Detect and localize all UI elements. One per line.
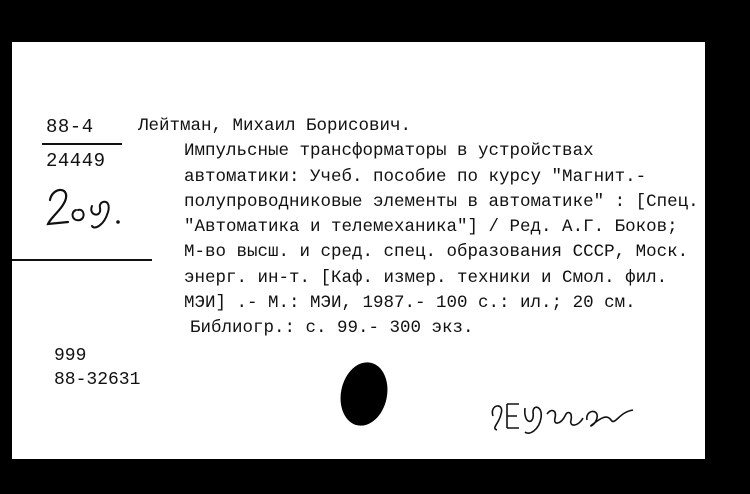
bibliographic-entry bbox=[138, 114, 698, 342]
code-2: 88-32631 bbox=[54, 370, 141, 390]
signature bbox=[487, 394, 637, 438]
author-heading: Лейтман, Михаил Борисович. bbox=[138, 116, 412, 136]
handwritten-mark bbox=[42, 182, 132, 232]
catalog-card bbox=[12, 42, 705, 459]
bibliography-note: Библиогр.: с. 99.- 300 экз. bbox=[190, 318, 474, 339]
inventory-number: 24449 bbox=[46, 150, 106, 172]
card-codes bbox=[54, 344, 140, 392]
shelf-mark-divider bbox=[42, 143, 122, 145]
card-rule-line bbox=[12, 259, 152, 261]
description-body: Импульсные трансформаторы в устройствах автоматики: Учеб. пособие по курсу "Магнит.-полупроводниковые элементы в автоматике" : [Спец. "Автоматика и телемеханика"] / Ред. А.Г. Боков; М-во высш. и сред. спец. образования СССР, Моск. энерг. ин-т. [Каф. измер. техники и Смол. фил. МЭИ] .- М.: МЭИ, 1987.- 100 с.: ил.; 20 см. bbox=[184, 141, 699, 314]
code-1: 999 bbox=[54, 346, 87, 366]
shelf-mark: 88-4 bbox=[46, 116, 94, 138]
punch-hole bbox=[335, 358, 393, 430]
